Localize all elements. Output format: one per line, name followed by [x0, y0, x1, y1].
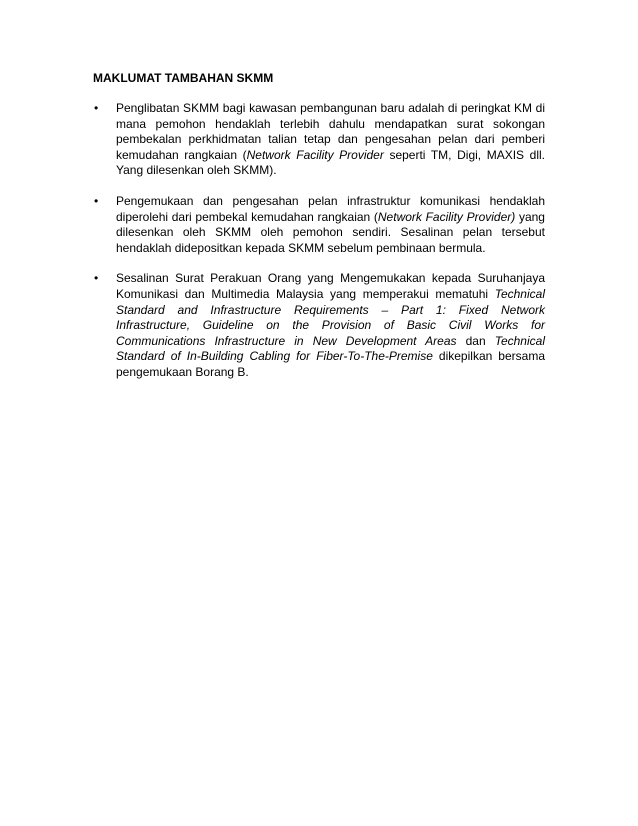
- bullet-list: [93, 101, 545, 396]
- section-heading: MAKLUMAT TAMBAHAN SKMM: [93, 71, 274, 85]
- text-segment-italic: Technical Standard and Infrastructure Requirements – Part 1: Fixed Network Infrastructure, Guideline on the Provision of Basic Civil Works for Communications Infrastructure in New Development Areas: [116, 286, 545, 348]
- text-segment: Penglibatan SKMM bagi kawasan pembangunan baru adalah di peringkat KM di mana pemohon hendaklah terlebih dahulu mendapatkan surat sokongan pembekalan perkhidmatan talian tetap dan pengesahan pelan dari pemberi kemudahan rangkaian (: [116, 101, 545, 162]
- list-item: [93, 271, 545, 380]
- bullet-icon: •: [94, 271, 99, 286]
- text-segment-italic: Technical Standard of In-Building Cabling for Fiber-To-The-Premise: [116, 333, 545, 364]
- list-item: [93, 194, 545, 256]
- text-segment: Sesalinan Surat Perakuan Orang yang Mengemukakan kepada Suruhanjaya Komunikasi dan Multimedia Malaysia yang memperakui mematuhi: [116, 271, 545, 301]
- bullet-icon: •: [94, 101, 99, 115]
- list-item-text: [116, 101, 545, 177]
- text-segment-italic: Network Facility Provider: [246, 147, 384, 162]
- text-segment: dikepilkan bersama pengemukaan Borang B.: [116, 349, 545, 379]
- list-item-text: [116, 271, 545, 379]
- text-segment: Pengemukaan dan pengesahan pelan infrastruktur komunikasi hendaklah diperolehi dari pembekal kemudahan rangkaian (: [116, 193, 545, 224]
- text-segment: yang dilesenkan oleh SKMM oleh pemohon sendiri. Sesalinan pelan tersebut hendaklah didepositkan kepada SKMM sebelum pembinaan bermula.: [116, 209, 545, 255]
- text-segment: dan: [456, 333, 495, 348]
- text-segment-italic: Network Facility Provider): [377, 209, 516, 224]
- bullet-icon: •: [94, 193, 99, 208]
- text-segment: seperti TM, Digi, MAXIS dll. Yang dilesenkan oleh SKMM).: [116, 147, 545, 178]
- list-item-text: [116, 194, 545, 255]
- list-item: [93, 101, 545, 179]
